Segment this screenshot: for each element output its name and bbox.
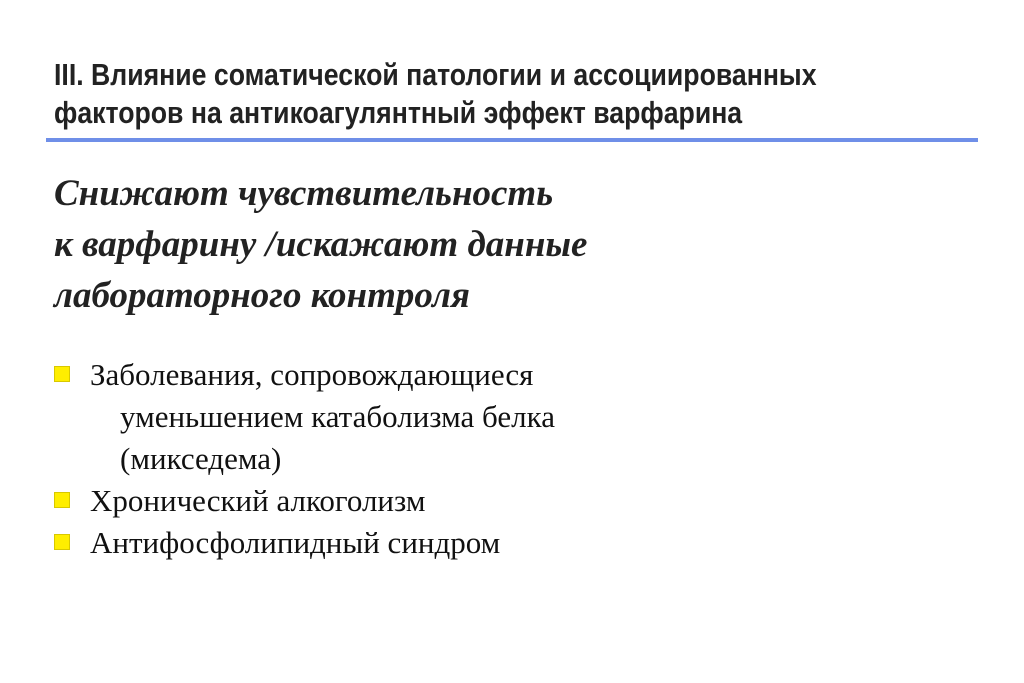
yellow-square-bullet-icon: [54, 534, 70, 550]
subtitle-line-3: лабораторного контроля: [54, 275, 470, 316]
bullet-item-antiphospholipid-syndrome: [54, 522, 814, 564]
slide-title: [54, 56, 854, 132]
subtitle-line-2: к варфарину /искажают данные: [54, 224, 588, 265]
bullet-text-line: уменьшением катаболизма белка: [120, 399, 555, 434]
bullet-list: [54, 354, 814, 564]
bullet-text-line: Антифосфолипидный синдром: [90, 525, 501, 560]
yellow-square-bullet-icon: [54, 492, 70, 508]
yellow-square-bullet-icon: [54, 366, 70, 382]
bullet-item-myxedema: [54, 354, 814, 480]
subtitle-line-1: Снижают чувствительность: [54, 173, 554, 214]
slide-subtitle: [54, 168, 814, 321]
bullet-item-alcoholism: [54, 480, 814, 522]
bullet-text-line: Хронический алкоголизм: [90, 483, 426, 518]
title-line-1: III. Влияние соматической патологии и ассоциированных: [54, 57, 817, 92]
bullet-text-line: Заболевания, сопровождающиеся: [90, 357, 534, 392]
title-divider: [46, 138, 978, 142]
title-line-2: факторов на антикоагулянтный эффект варфарина: [54, 95, 743, 130]
bullet-text-line: (микседема): [120, 441, 282, 476]
